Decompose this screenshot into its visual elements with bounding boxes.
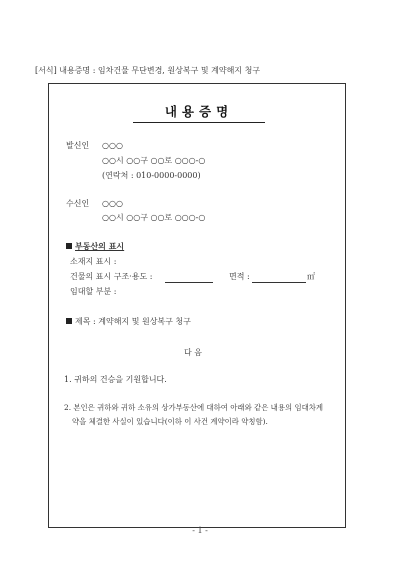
building-blank-line	[165, 282, 213, 283]
property-location: 소재지 표시 :	[70, 257, 117, 266]
title-underline	[133, 122, 265, 123]
property-section-heading	[66, 242, 124, 250]
da-eum: 다 음	[184, 348, 202, 357]
sender-label: 발신인	[66, 141, 90, 150]
document-title: 내용증명	[164, 104, 234, 119]
paragraph-2-line-1: 2. 본인은 귀하와 귀하 소유의 상가부동산에 대하여 아래와 같은 내용의 임대차계	[64, 403, 324, 412]
subject-text: 제목 : 계약해지 및 원상복구 청구	[75, 317, 191, 326]
property-area-unit: ㎡	[307, 272, 315, 281]
square-bullet-icon	[66, 318, 72, 324]
property-lease-part: 임대할 부분 :	[70, 287, 117, 296]
property-area-label: 면적 :	[229, 272, 250, 281]
sender-contact: (연락처 : 010-0000-0000)	[102, 171, 201, 180]
paragraph-2-line-2: 약을 체결한 사실이 있습니다(이하 이 사건 계약이라 약칭함).	[72, 417, 268, 426]
property-heading-text: 부동산의 표시	[75, 241, 125, 251]
recipient-name: ○○○	[102, 199, 123, 208]
document-frame	[48, 83, 346, 528]
square-bullet-icon	[66, 243, 72, 249]
recipient-label: 수신인	[66, 199, 90, 208]
page-number: - 1 -	[192, 526, 208, 535]
area-blank-line	[252, 282, 306, 283]
document-header: [서식] 내용증명 : 임차건물 무단변경, 원상복구 및 계약해지 청구	[35, 66, 261, 75]
subject-line	[66, 318, 191, 326]
sender-address: ○○시 ○○구 ○○로 ○○○-○	[102, 156, 206, 165]
paragraph-1: 1. 귀하의 건승을 기원합니다.	[64, 375, 167, 384]
sender-name: ○○○	[102, 141, 123, 150]
property-building: 건물의 표시 구조·용도 :	[70, 272, 153, 281]
recipient-address: ○○시 ○○구 ○○로 ○○○-○	[102, 213, 206, 222]
